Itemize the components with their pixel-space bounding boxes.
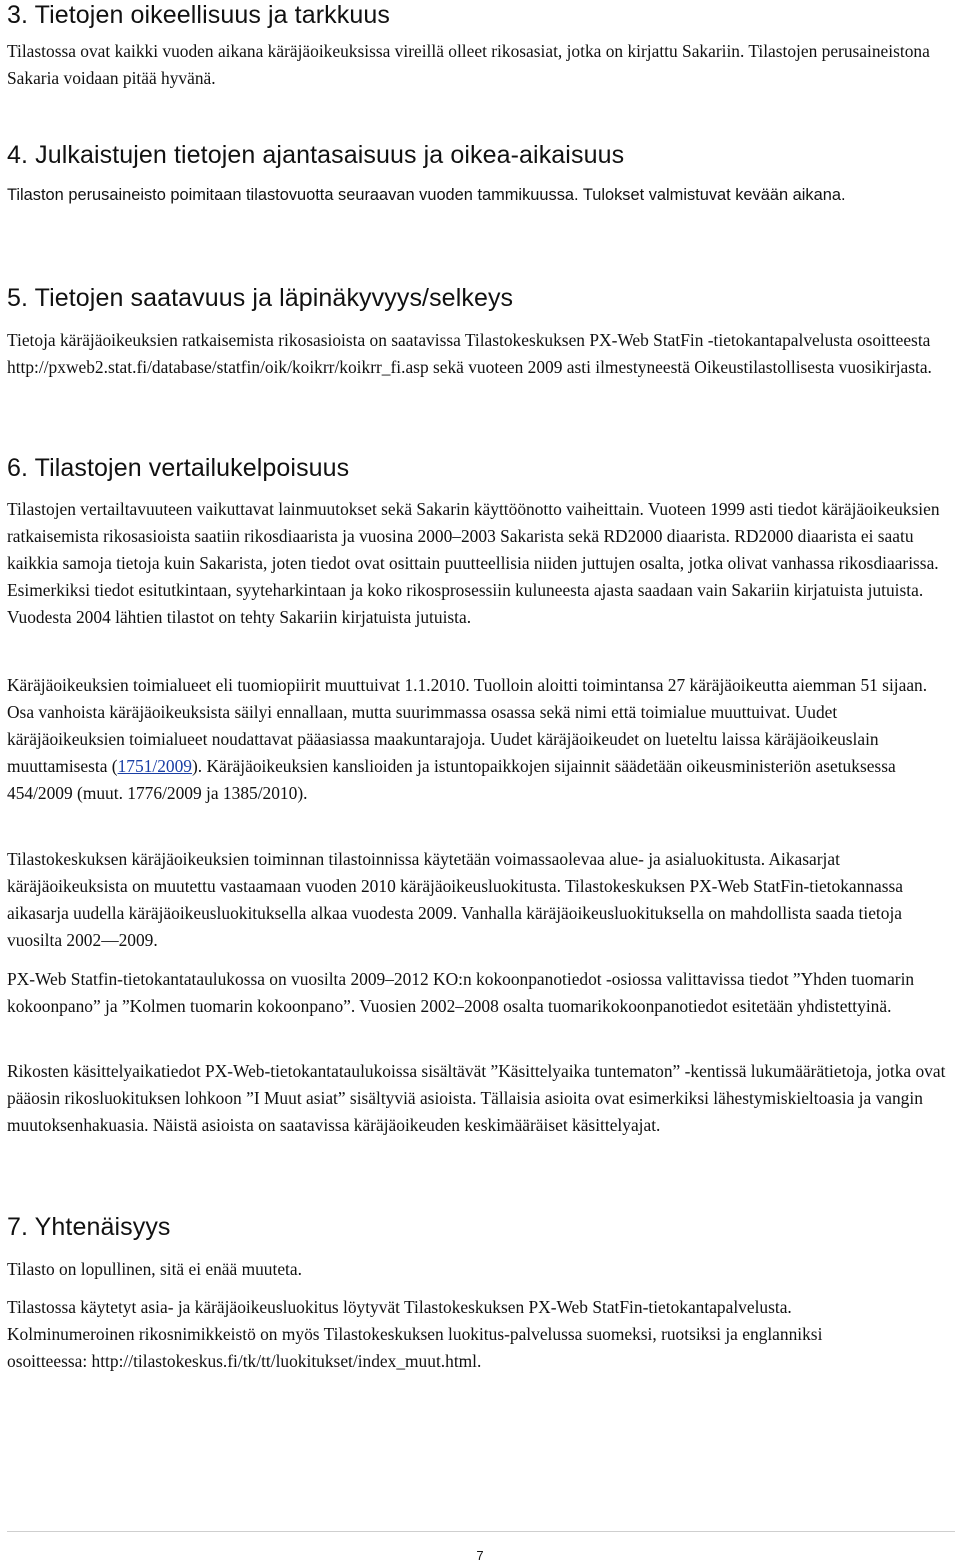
section-6-paragraph-5: Rikosten käsittelyaikatiedot PX-Web-tietokantataulukoissa sisältävät ”Käsittelyaika tuntematon” -kentissä lukumäärätietoja, jotka ovat pääosin rikosluokituksen lohkoon ”I Muut asiat” sisältyviä asioista. Tällaisia asioita ovat esimerkiksi lähestymiskieltoasia ja vangin muutoksenhakuasia. Näistä asioista on saatavissa käräjäoikeuden keskimääräiset käsittelyajat.: [7, 1061, 946, 1135]
section-4-paragraph: Tilaston perusaineisto poimitaan tilastovuotta seuraavan vuoden tammikuussa. Tulokset valmistuvat kevään aikana.: [7, 186, 846, 204]
footer-divider: [7, 1531, 955, 1532]
section-6-paragraph-2: [7, 672, 955, 807]
paragraph-text: Käräjäoikeuksien toimialueet eli tuomiopiirit muuttuivat 1.1.2010. Tuolloin aloitti toimintansa 27 käräjäoikeutta aiemman 51 sijaan. Osa vanhoista käräjäoikeuksista säilyi ennallaan, mutta suurimmassa osassa sekä nimi että toimialue muuttuivat. Uudet käräjäoikeuksien toimialueet noudattavat pääasiassa maakuntarajoja. Uudet käräjäoikeudet on lueteltu laissa käräjäoikeuslain muuttamisesta (: [7, 675, 928, 776]
section-6-heading: 6. Tilastojen vertailukelpoisuus: [7, 454, 350, 482]
paragraph-text: ). Käräjäoikeuksien kanslioiden ja istuntopaikkojen sijainnit säädetään oikeusministeriön asetuksessa 454/2009 (muut. 1776/2009 ja 1385/2010).: [7, 756, 896, 803]
section-3-heading: 3. Tietojen oikeellisuus ja tarkkuus: [7, 1, 390, 29]
law-reference-link[interactable]: 1751/2009: [117, 756, 193, 776]
section-7-paragraph-2: Tilastossa käytetyt asia- ja käräjäoikeusluokitus löytyvät Tilastokeskuksen PX-Web StatFin-tietokantapalvelusta. Kolminumeroinen rikosnimikkeistö on myös Tilastokeskuksen luokitus-palvelussa suomeksi, ruotsiksi ja englanniksi osoitteessa: http://tilastokeskus.fi/tk/tt/luokitukset/index_muut.html.: [7, 1297, 823, 1371]
page-number: 7: [476, 1548, 484, 1563]
section-3-paragraph: Tilastossa ovat kaikki vuoden aikana käräjäoikeuksissa vireillä olleet rikosasiat, jotka on kirjattu Sakariin. Tilastojen perusaineistona Sakaria voidaan pitää hyvänä.: [7, 41, 930, 88]
section-5-paragraph: Tietoja käräjäoikeuksien ratkaisemista rikosasioista on saatavissa Tilastokeskuksen PX-Web StatFin -tietokantapalvelusta osoitteesta http://pxweb2.stat.fi/database/statfin/oik/koikrr/koikrr_fi.asp sekä vuoteen 2009 asti ilmestyneestä Oikeustilastollisesta vuosikirjasta.: [7, 330, 932, 377]
section-6-paragraph-1: Tilastojen vertailtavuuteen vaikuttavat lainmuutokset sekä Sakarin käyttöönotto vaiheittain. Vuoteen 1999 asti tiedot käräjäoikeuksien ratkaisemista rikosasioista saatiin rikosdiaarista ja vuosina 2000–2003 Sakarista sekä RD2000 diaarista. RD2000 diaarista ei saatu kaikkia samoja tietoja kuin Sakarista, joten tiedot ovat osittain puutteellisia niiden juttujen osalta, jotka olivat vanhassa rikosdiaarissa. Esimerkiksi tiedot esitutkintaan, syyteharkintaan ja koko rikosprosessiin kuluneesta ajasta saadaan vain Sakariin kirjatuista jutuista. Vuodesta 2004 lähtien tilastot on tehty Sakariin kirjatuista jutuista.: [7, 499, 940, 627]
section-5-heading: 5. Tietojen saatavuus ja läpinäkyvyys/selkeys: [7, 284, 514, 312]
section-6-paragraph-4: PX-Web Statfin-tietokantataulukossa on vuosilta 2009–2012 KO:n kokoonpanotiedot -osiossa valittavissa tiedot ”Yhden tuomarin kokoonpano” ja ”Kolmen tuomarin kokoonpano”. Vuosien 2002–2008 osalta tuomarikokoonpanotiedot esitetään yhdistettyinä.: [7, 969, 915, 1016]
section-7-paragraph-1: Tilasto on lopullinen, sitä ei enää muuteta.: [7, 1259, 302, 1279]
section-7-heading: 7. Yhtenäisyys: [7, 1213, 171, 1241]
section-4-heading: 4. Julkaistujen tietojen ajantasaisuus ja oikea-aikaisuus: [7, 141, 625, 169]
section-6-paragraph-3: Tilastokeskuksen käräjäoikeuksien toiminnan tilastoinnissa käytetään voimassaolevaa alue- ja asialuokitusta. Aikasarjat käräjäoikeuksista on muutettu vastaamaan vuoden 2010 käräjäoikeusluokitusta. Tilastokeskuksen PX-Web StatFin-tietokannassa aikasarja uudella käräjäoikeusluokituksella alkaa vuodesta 2009. Vanhalla käräjäoikeusluokituksella on mahdollista saada tietoja vuosilta 2002—2009.: [7, 849, 903, 950]
